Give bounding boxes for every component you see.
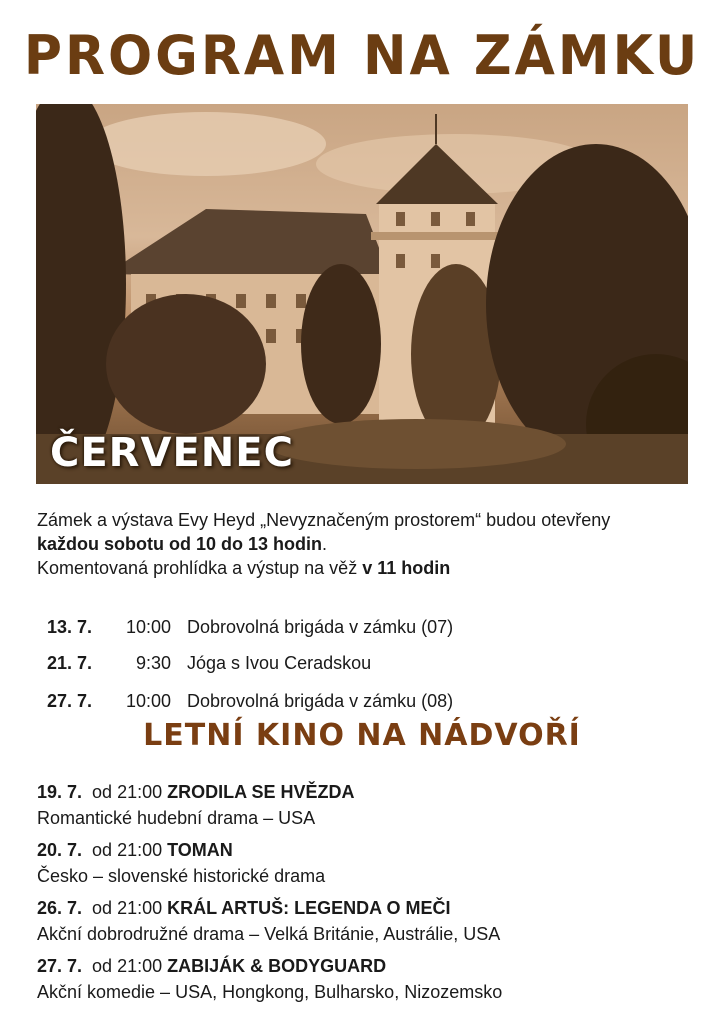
film-item (37, 779, 354, 831)
cinema-heading: LETNÍ KINO NA NÁDVOŘÍ (143, 718, 581, 753)
intro-line-3: Komentovaná prohlídka a výstup na věž v 11 hodin (37, 558, 451, 578)
intro-tour-time: v 11 hodin (362, 558, 451, 578)
film-title: ZRODILA SE HVĚZDA (167, 782, 355, 802)
film-description: Česko – slovenské historické drama (37, 866, 326, 886)
month-label: ČERVENEC (50, 430, 294, 476)
film-item (37, 837, 325, 889)
film-description: Akční dobrodružné drama – Velká Británie, Austrálie, USA (37, 924, 501, 944)
film-title: ZABIJÁK & BODYGUARD (167, 956, 387, 976)
event-row (37, 632, 371, 674)
film-date: 27. 7. (37, 956, 83, 976)
film-date: 20. 7. (37, 840, 83, 860)
event-date: 27. 7. (47, 691, 93, 711)
event-time: 10:00 (125, 691, 172, 711)
intro-text (37, 508, 610, 580)
film-time: od 21:00 (92, 782, 163, 802)
film-time: od 21:00 (92, 956, 163, 976)
film-time: od 21:00 (92, 898, 163, 918)
film-date: 26. 7. (37, 898, 83, 918)
event-time: 9:30 (135, 653, 172, 673)
film-time: od 21:00 (92, 840, 163, 860)
event-time: 10:00 (125, 617, 172, 637)
event-name: Dobrovolná brigáda v zámku (07) (187, 617, 454, 637)
film-title: KRÁL ARTUŠ: LEGENDA O MEČI (167, 898, 451, 918)
film-title: TOMAN (167, 840, 233, 860)
film-description: Akční komedie – USA, Hongkong, Bulharsko, Nizozemsko (37, 982, 503, 1002)
event-date: 21. 7. (47, 653, 93, 673)
film-item (37, 895, 500, 947)
page-title: PROGRAM NA ZÁMKU (23, 24, 701, 88)
film-description: Romantické hudební drama – USA (37, 808, 316, 828)
intro-line-2: každou sobotu od 10 do 13 hodin. (37, 534, 328, 554)
intro-line-1: Zámek a výstava Evy Heyd „Nevyznačeným prostorem“ budou otevřeny (37, 510, 611, 530)
event-date: 13. 7. (47, 617, 93, 637)
intro-hours: každou sobotu od 10 do 13 hodin (37, 534, 323, 554)
film-date: 19. 7. (37, 782, 83, 802)
castle-illustration (36, 104, 688, 484)
event-name: Jóga s Ivou Ceradskou (187, 653, 372, 673)
event-name: Dobrovolná brigáda v zámku (08) (187, 691, 454, 711)
castle-photo (36, 104, 688, 484)
event-row (37, 670, 453, 712)
film-item (37, 953, 502, 1005)
